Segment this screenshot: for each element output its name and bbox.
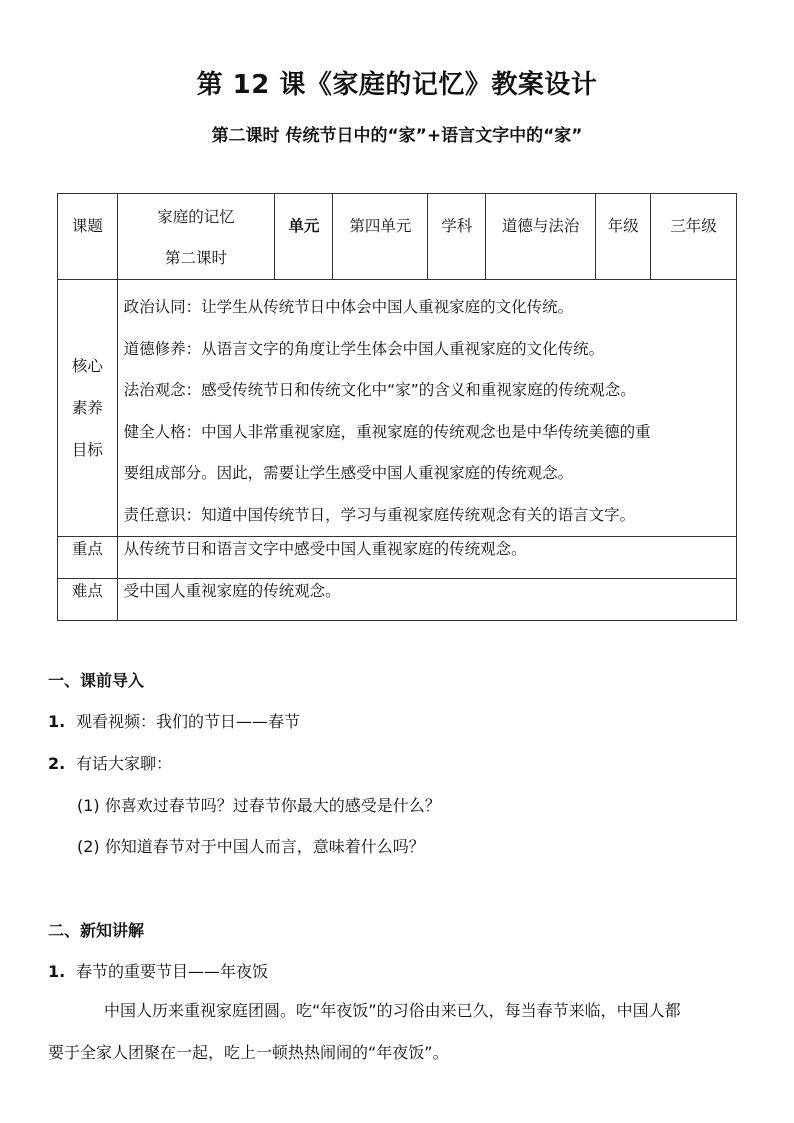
topic-label-cell: [58, 194, 118, 280]
subject-label: 学科: [441, 217, 473, 235]
section1-heading: 一、课前导入: [48, 671, 145, 690]
grade-label-cell: [596, 194, 651, 280]
goal-sound-personality: 健全人格：中国人非常重视家庭，重视家庭的传统观念也是中华传统美德的重: [123, 422, 651, 441]
section2-item1: [48, 959, 268, 982]
section2-para-line1: 中国人历来重视家庭团圆。吃“年夜饭”的习俗由来已久，每当春节来临，中国人都: [104, 1001, 681, 1020]
goal-rule-of-law: 法治观念：感受传统节日和传统文化中“家”的含义和重视家庭的传统观念。: [123, 381, 636, 399]
section1-question1: (1) 你喜欢过春节吗？过春节你最大的感受是什么？: [77, 796, 441, 815]
grade-value-cell: [651, 194, 737, 280]
document-title: 第 12 课《家庭的记忆》教案设计: [196, 70, 598, 100]
goals-label-line1: 核心: [71, 357, 103, 375]
section1-item2-num: 2.: [48, 754, 66, 773]
key-value: 从传统节日和语言文字中感受中国人重视家庭的传统观念。: [117, 537, 736, 579]
difficulty-label: 难点: [58, 579, 118, 621]
topic-label: 课题: [71, 217, 103, 235]
goals-label-line3: 目标: [71, 441, 103, 459]
lesson-info-table: [57, 193, 737, 621]
goals-content-cell: [117, 280, 736, 537]
goal-sound-personality-cont: 要组成部分。因此，需要让学生感受中国人重视家庭的传统观念。: [123, 464, 574, 482]
section2-paragraph: [48, 990, 748, 1074]
unit-value: 第四单元: [349, 217, 412, 235]
unit-value-cell: [333, 194, 428, 280]
table-row-difficulty: [58, 579, 737, 621]
goals-label-line2: 素养: [71, 399, 103, 417]
topic-value-cell: [117, 194, 275, 280]
subject-value: 道德与法治: [501, 217, 580, 235]
section2-para-line2: 要于全家人团聚在一起，吃上一顿热热闹闹的“年夜饭”。: [48, 1043, 449, 1062]
subject-label-cell: [428, 194, 486, 280]
section1-item2-text: 有话大家聊：: [76, 754, 173, 773]
section1-item1-num: 1.: [48, 712, 66, 731]
unit-label: 单元: [288, 217, 320, 235]
grade-label: 年级: [607, 217, 639, 235]
goal-political-identity: 政治认同：让学生从传统节日中体会中国人重视家庭的文化传统。: [123, 298, 574, 316]
goals-label-cell: [58, 280, 118, 537]
topic-line2: 第二课时: [165, 249, 228, 267]
section1-item1: [48, 709, 300, 732]
table-row-header: [58, 194, 737, 280]
section1-item1-text: 观看视频：我们的节日——春节: [76, 712, 301, 731]
difficulty-value: 受中国人重视家庭的传统观念。: [117, 579, 736, 621]
section2-item1-text: 春节的重要节目——年夜饭: [76, 962, 269, 981]
goal-moral-cultivation: 道德修养：从语言文字的角度让学生体会中国人重视家庭的文化传统。: [123, 339, 605, 358]
key-label: 重点: [58, 537, 118, 579]
table-row-key-point: [58, 537, 737, 579]
grade-value: 三年级: [670, 217, 717, 235]
subject-value-cell: [486, 194, 596, 280]
topic-line1: 家庭的记忆: [157, 208, 235, 226]
section1-question2: (2) 你知道春节对于中国人而言，意味着什么吗？: [77, 837, 425, 856]
section2-heading: 二、新知讲解: [48, 921, 145, 940]
section2-item1-num: 1.: [48, 962, 66, 981]
document-subtitle: 第二课时 传统节日中的“家”+语言文字中的“家”: [211, 126, 583, 146]
section1-item2: [48, 751, 172, 774]
goal-responsibility: 责任意识：知道中国传统节日，学习与重视家庭传统观念有关的语言文字。: [123, 505, 636, 524]
unit-label-cell: [275, 194, 333, 280]
table-row-goals: [58, 280, 737, 537]
